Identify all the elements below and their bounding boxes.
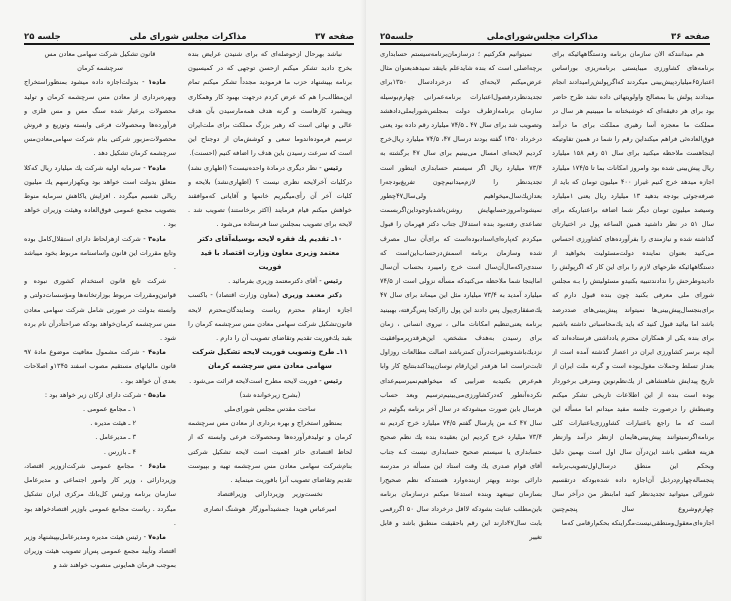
article-label: ماده۱ bbox=[148, 78, 166, 87]
speaker-paragraph bbox=[188, 288, 352, 345]
left-page-session: جلسه ۲۵ bbox=[24, 32, 61, 42]
organ-item: ۴ ـ بازرس . bbox=[103, 447, 136, 456]
article-text: - شرکت دارای ارکان زیر خواهد بود : bbox=[44, 390, 147, 399]
bill-body: بمنظور استخراج و بهره برداری از معادن مس سرچشمه کرمان و تولیدفرآورده‌ها ومحصولات فرعی وابسته که از لحاظ اقتصادی حائز اهمیت است لایحه تشکیل شرکتی بنام‌شرکت سهامی معادن مس سرچشمه تهیه و بپیوست تقدیم وتقاضای تصویب آنرا بافوریت مینماید . bbox=[188, 419, 352, 485]
paragraph: نمیتوانیم فکرکنیم ؛ درسازمان‌برنامه‌سیستم حسابداری برچه‌اصلی است که بنده شایدعلم باینقد نمیدهدبعنوان مثال عرض‌میکنم لایحه‌ای که درخردادسال ۱۳۵۰برای تجدیدنظردرفصول‌اعتبارات برنامه‌عمرانی چهارم‌بوسیله سازمان برنامه‌ازطرف دولت بمجلس‌شورایملی‌دادهشد وتصویب شد برای سال ۴۷ ـ ۷۴/۵ میلیارد رقم داده بود یعنی درخرداد ۱۳۵۰ گفته بودند درسال ۴۷، ۷۴/۵ میلیارد ریال‌خرج کردیم لایحه‌ای امسال می‌بینیم برای سال ۴۷ برگشته به ۷۳/۴ میلیارد ریال اگر سیستم حسابداری اینطور است تجدیدنظر را لازم‌میدانیم‌چون تفریغ‌بودجه‌را بعدازیك‌سال‌میخواهیم ولی‌سال۴۷چطور نمیشودامروزحسابهایش روشن‌باشدباوجوداین‌اگربسمت تصاعدی رفته‌بود بنده استدلال جناب دکتر قهرمان را قبول میکردم که‌پاره‌ای‌اسنادبوده‌است که برای‌آن سال مصرف شده وسازمان برنامه اسمش‌درحساب‌این‌است که سندی‌راکه‌مال‌آن‌سال است خرج رامیبرد بحساب آن‌سال اما‌اینجا شما ملاحظه می‌کنیدکه مسأله نزولی است از ۷۴/۵ میلیارد آمدید به ۷۳/۴ میلیارد مثل این میماند برای سال ۴۷ یك‌صفقاری‌پول پس دادند این پول راازکجا پس‌گرفته، بهبینید برنامه یعنی‌تنظیم امکانات مالی ، نیروی انسانی ، زمان برای رسیدن به‌هدف مشخص، این‌هرقدرپرموافقیت نزدیك‌باشدوتغییرات‌درآن کمترباشد اصالت مطالعات روزاول ثابت‌تراست اما هرقدر این‌ارقام نوسان‌پیداکند‌بنتایج کار وابا هم‌عرض بکنیدبه ضرابیی که میخواهیم‌نمیرسیم‌عدای نکرده‌آنطور که‌درکشاورزی‌می‌بینیم‌ترسیم وبعد حساب هرسال باین صورت میشودکه در سال آخر برنامه بگوئیم در سال ۴۷ کـه من پارسال گفتم ۷۴/۵ میلیارد خرج کردیم نه ۷۳/۴ میلیارد خرج کردیم این بعقیده بنده یك نظم صحیح حسابداری یا سیستم صحیح حسابداری نیست کـه جناب آقای قوام صدری یك وقت استاد این مسأله در مدرسه دارائی بودند وبهتر ازبنده‌وارد هستندکه نظم صحیح‌را بسازمان تبینعهد وبنده استدعا میکنم درسازمان برنامه باین‌مطلب عنایت بشودکه لااقل درخرداد سال ۵۰ اگررقمی بابت سال۴۷دارند این رقم باحقیقت منطبق باشد و قابل تغییر bbox=[380, 50, 542, 541]
article bbox=[24, 232, 176, 275]
article-label: ماده۲ bbox=[148, 163, 166, 172]
speaker-name: رئیس bbox=[323, 376, 342, 385]
article-label: ماده۶ bbox=[148, 461, 166, 470]
left-page-title: مذاکرات مجلس شورای ملی bbox=[129, 32, 247, 42]
organ-item: ۲ ـ هیئت مدیره . bbox=[90, 419, 136, 428]
article-label: ماده۵ bbox=[148, 390, 166, 399]
speaker-name: دکتر معتمد وزیری bbox=[282, 291, 342, 300]
speaker-paragraph bbox=[188, 161, 352, 232]
article-text: - شرکت ازهرلحاظ دارای استقلال‌کامل بوده وتابع مقررات این قانون واساسنامه مربوط بخود میباشد . bbox=[24, 234, 176, 272]
speaker-name: رئیس bbox=[323, 277, 342, 286]
speaker-paragraph bbox=[188, 374, 352, 388]
article bbox=[24, 75, 176, 160]
article bbox=[24, 161, 176, 232]
article-label: ماده۴ bbox=[148, 348, 166, 357]
left-header-rule bbox=[24, 43, 354, 45]
article-text: - بدولت‌اجازه داده میشود بمنظوراستخراج وبهره‌برداری از معادن مس سرچشمه کرمان و تولید محصولات برعیار شده سنگ مس و مس فلزی و فرآورده‌ها ومحصولات فرعی وابسته وتوزیع و فروش محصولات‌مزبور شرکتی بنام شرکت سهامی‌معادن‌مس سرچشمه کرمان تشکیل دهد . bbox=[24, 78, 176, 158]
signature-title: وزیردارائی bbox=[255, 490, 285, 499]
signature-titles bbox=[188, 487, 352, 501]
article bbox=[24, 459, 176, 530]
item-11-title: ۱۱ـ طرح وتصویب فوریت لایحه تشکیل شرکت سهامی معادن مس سرچشمه کرمان bbox=[192, 348, 348, 371]
signature-name: هوشنگ انصاری bbox=[203, 504, 246, 513]
paragraph: هم میدانندکه الان سازمان برنامه ودستگاههائیکه برای برنامه‌های کشاورزی میبایستی برنامه‌ریزی بوراساس اعتبار۶۵میلیارد‌پیش‌بینی میکردند که‌اگرپولش‌رامیدادند انجام میدادند پولش بنا بمصالح واولویتهائی داده نشد طرح حاضر بود برای هر دقیقه‌ای که خوشبختانه ما میبینیم هر سال در مملکت ما معجزه آسا رهبری مملکت برای ما درآمد فوق‌العاده‌ئی فراهم میکنداین رقم را شما در همین تفاوتیکه اینجاهست ملاحظه میکنید برای سال ۵۱ رقم ۱۵۸ میلیارد ریال پیش‌بینی شده بود وامروز امکانات بما تا ۱۷۴/۵ میلیارد اجازه میدهد خرج کنیم غیراز ۴۰۰ میلیون تومان که باید از صرفه‌جوئی بودجه بدهید ۱۳ میلیارد ریال یعنی ۱میلیارد وسیصد میلیون تومان دیگر شما اضافه براعتباریکه برای سال ۵۱ در نظر داشتید همین الساعه پول در اختیارتان گذاشته شده و نیازمندی را بفرآورده‌های کشاورزی احساس می‌کنید بعنوان نماینده دولت‌مسئولیت بخواهید از دستگاههائیکه طرحهای لازم را برای این کار که اگرپولش را دادیدوطرحش را ندادندتنبیه بکنیدو مسئولیتش را بـه مجلس شورای ملی معرفی بکنید چون بنده قبول دارم که برای‌بنجسال‌پیش‌بینی‌ها نمیتواند پیش‌بینی‌های صددرصد باشد اما بیائید قبول کنید که باید یك‌محاسباتی داشته باشیم برای بنده یکی از همکاران محترم یادداشتی فرستاده‌اند که آنچه برسر کشاورزی ایران در اعصار گذشته آمده است از بعداز تسلط وحملات مغول‌بوده است و گرنه ملت ایران از تاریخ پیدایش شاهنشاهی از یك‌نظم‌نوین ومترقی برخوردار بوده است بنده از این اطلاعات تاریخی تشکر میکنم وضبطش را درصورت جلسه مفید میدانم اما مسأله این است که ما راجع باعتبارات کشاورزی‌باعتبارات کلی برنامه‌اگرنمیتوانند پیش‌بینی‌هایمان ازنظر درآمد وازنظر هزینه قطعی باشد این‌درآن سال اول است بهمین دلیل وبحکم این منطق درسال‌اول‌تصویب‌برنامه پنجساله‌چهارم‌درذیل آن‌اجازه داده شده‌بودکه درتقسیم شورائی میتوانید تجدیدنظر کنید امابنظر من درآخر سال چهارم‌وشروع سال پنجم‌چنین اجازه‌ای‌معقول‌ومنطقی‌نیست‌مگراینکه بحکم‌ارقامی که‌ما bbox=[552, 50, 714, 527]
signature-name: امیرعباس هویدا bbox=[293, 504, 337, 513]
organ-item: ۳ ـ مدیرعامل . bbox=[95, 433, 136, 442]
organ-item: ۱ ـ مجامع عمومی . bbox=[83, 405, 136, 414]
law-title-line-2: سرچشمه کرمان bbox=[77, 64, 123, 73]
left-page-column-right bbox=[188, 47, 352, 583]
left-page bbox=[0, 0, 365, 601]
article-text: شرکت تابع قانون استخدام کشوری نبوده و قوانین‌ومقررات مربوط بوزارتخانه‌ها ومؤسسات‌دولتی و وابسته بدولت در صورتی شامل شرکت سهامی معادن مس سرچشمه کرمان‌خواهد بودکه صراحتاًدرآن نام برده شود . bbox=[24, 277, 176, 343]
left-page-header bbox=[24, 28, 354, 42]
article bbox=[24, 274, 176, 345]
right-header-rule bbox=[380, 43, 710, 45]
right-page-session: جلسه۲۵ bbox=[380, 32, 414, 42]
right-page-header bbox=[380, 28, 710, 42]
right-page bbox=[366, 0, 731, 601]
address-line: ساحت مقدس مجلس شورای‌ملی bbox=[224, 405, 316, 414]
speaker-role: (معاون وزارت اقتصاد) bbox=[215, 291, 280, 300]
article bbox=[24, 345, 176, 388]
signature-names bbox=[188, 502, 352, 516]
left-page-number: صفحه ۳۷ bbox=[315, 32, 354, 42]
right-page-title: مذاکرات مجلس‌شورای‌ملی bbox=[486, 32, 599, 42]
law-title: قانون تشکیل شرکت سهامی معادن مس bbox=[44, 50, 156, 58]
article-text: - مجامع عمومی شرکت‌ازوزیر اقتصاد، وزیردارائی ، وزیر کار وامور اجتماعی و مدیرعامل سازمان برنامه ورئیس کل‌بانك مرکزی ایران تشکیل میگردد . ریاست مجامع عمومی باوزیر اقتصادخواهد بود . bbox=[24, 461, 176, 527]
right-page-column-left bbox=[380, 47, 542, 583]
signature-title: نخست‌وزیر bbox=[292, 490, 323, 499]
read-note: (بشرح زیرخوانده شد) bbox=[239, 390, 301, 399]
article-text: - شرکت مشمول معافیت موضوع مادة ۹۷ قانون مالیاتهای مستقیم مصوب اسفند ۱۳۴۵و اصلاحات بعدی آن خواهد بود . bbox=[24, 348, 176, 385]
right-page-number: صفحه ۳۶ bbox=[671, 32, 710, 42]
paragraph: نباشد بهرحال ازحوصله‌ای که برای شنیدن عرایض بنده بخرج دادید تشکر میکنم ازحسن توجهی که در کمیسیون برنامه بپیشنهاد حزب ما فرمودید مجدداً تشکر میکنم تمام این‌مطالب‌را هم که عرض کردم درجهت بهبود کار وهمکاری وپیشبرد کارهاست و گرنه هدف همه‌مارسیدن بآن هدف عالی و نهائی است که رهبر بزرگ مملکت برای ملت‌ایران ترسیم فرموده‌اندوما سعی و کوشش‌مان از دوجناح این است که سرعت رسیدن باین هدف را اضافه کنیم (احسنت). bbox=[188, 50, 352, 158]
article-label: ماده۷ bbox=[148, 532, 166, 541]
article bbox=[24, 530, 176, 573]
signature-title: وزیراقتصاد bbox=[217, 490, 247, 499]
item-10-title: ۱۰ـ تقدیم یك فقره لایحه بوسیله‌آقای دکتر معتمد وزیری معاون وزارت اقتصاد با قید فوریت bbox=[197, 234, 343, 272]
article-text: - رئیس هیئت مدیره ومدیرعامل‌بپیشنهاد وزیر اقتصاد وتأیید مجمع عمومی پس‌از تصویب هیئت وزیران بموجب فرمان همایونی منصوب خواهند شد و bbox=[24, 532, 176, 570]
right-page-column-right bbox=[552, 47, 714, 583]
signature-name: جمشیدآموزگار bbox=[249, 504, 290, 513]
article bbox=[24, 388, 176, 402]
speaker-paragraph bbox=[188, 274, 352, 288]
article-label: ماده۳ bbox=[148, 234, 166, 243]
speaker-text: - نظر دیگری درمادة واحده‌نیست؟ (اظهاری نشد) درکلیات آخرلایحه نظری نیست ؟ (اظهاری‌نشد) بلایحه و کلیات آخر آن رأی‌میگیریم خانمها و آقایانی که‌موافقند خواهش میکنم قیام فرمایند (اکثر برخاستند) تصویب شد . لایحه برای تصویب بمجلس سنا فرستاده می‌شود . bbox=[188, 163, 352, 229]
speaker-name: رئیس bbox=[323, 163, 342, 172]
article-text: - سرمایه اولیه شرکت یك میلیارد ریال که‌کلا متعلق بدولت است خواهد بود ویکهزارسهم یك میلیون ریالی تقسیم میگردد . افزایش یاکاهش سرمایه منوط بتصویب مجمع عمومی فوق‌العاده وهیئت وزیران خواهد بود . bbox=[24, 163, 176, 229]
speaker-text: - آقای دکترمعتمد وزیری بفرمائید . bbox=[228, 277, 322, 286]
left-page-column-left bbox=[24, 47, 176, 583]
speaker-text: - باکسب اجازه ازمقام محترم ریاست ونمایندگان‌محترم لایحه قانون‌تشکیل شرکت سهامی معادن مس سرچشمه کرمان را بقید یك‌فوریت تقدیم وتقاضای تصویب آن را دارم . bbox=[188, 291, 352, 343]
speaker-text: - فوریت لایحه مطرح است‌لایحه قرائت می‌شود . bbox=[189, 376, 322, 385]
